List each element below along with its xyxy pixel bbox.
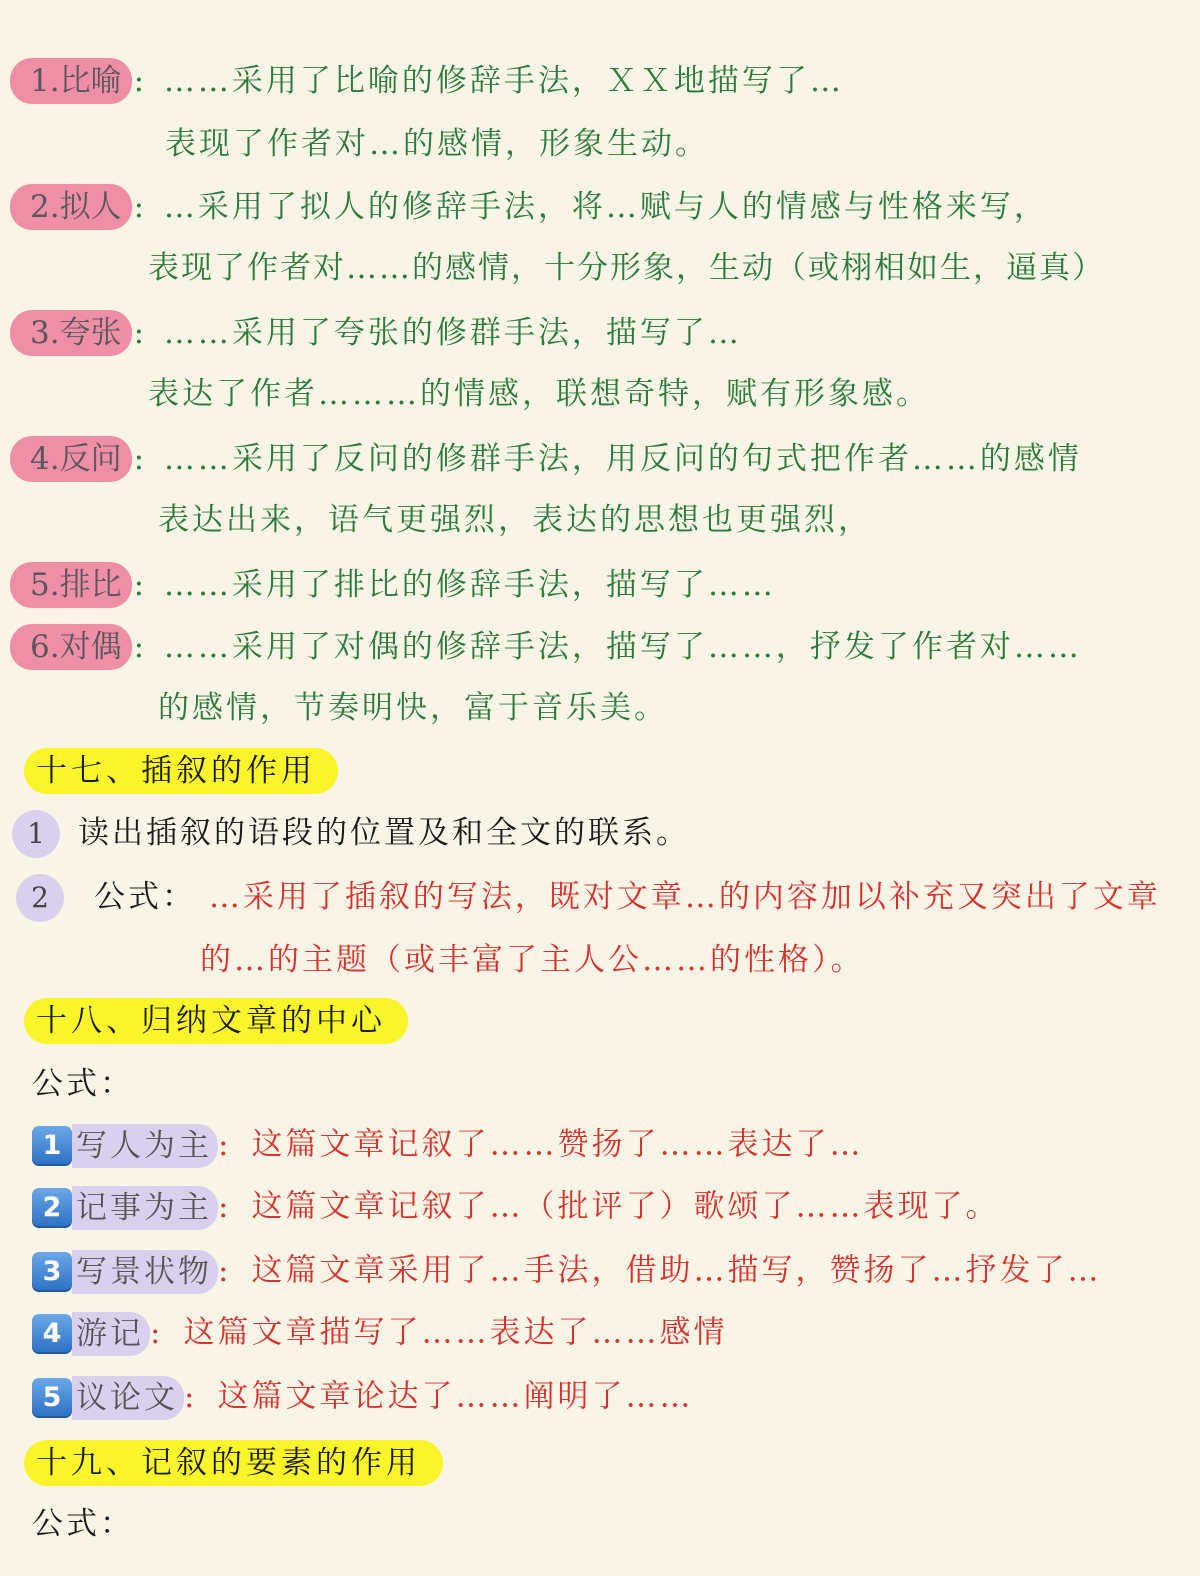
rhetoric-item-5 <box>18 562 776 608</box>
colon: : <box>184 1378 198 1415</box>
category-label: 议论文 <box>72 1376 184 1420</box>
section-heading <box>24 748 338 794</box>
rhetoric-item-6 <box>18 624 1082 670</box>
formula-text: 这篇文章记叙了…（批评了）歌颂了……表现了。 <box>251 1188 1000 1225</box>
rhetoric-line: 表现了作者对…的感情，形象生动。 <box>165 126 709 162</box>
list-item <box>32 1186 999 1230</box>
rhetoric-line: ……采用了夸张的修群手法，描写了… <box>163 315 742 351</box>
colon: : <box>218 1252 232 1289</box>
colon: : <box>133 189 148 225</box>
colon: : <box>150 1314 164 1351</box>
rhetoric-line: ……采用了对偶的修辞手法，描写了……，抒发了作者对…… <box>163 629 1082 665</box>
rhetoric-line: 的感情，节奏明快，富于音乐美。 <box>158 690 668 726</box>
keycap-number-icon: 3 <box>32 1252 72 1292</box>
section-19-heading: 十九、记叙的要素的作用 <box>24 1440 443 1486</box>
formula-text: 这篇文章描写了……表达了……感情 <box>183 1314 728 1351</box>
formula-label: 公式： <box>94 879 196 915</box>
number-badge: 1 <box>12 810 60 858</box>
list-item <box>12 810 690 858</box>
rhetoric-label: 3.夸张 <box>10 310 132 356</box>
list-item <box>16 874 1161 922</box>
colon: : <box>133 567 148 603</box>
formula-label: 公式： <box>32 1506 134 1542</box>
list-item <box>32 1376 693 1420</box>
formula-text: 的…的主题（或丰富了主人公……的性格）。 <box>200 942 865 978</box>
section-heading <box>24 1440 443 1486</box>
section-17-heading: 十七、插叙的作用 <box>24 748 338 794</box>
keycap-number-icon: 4 <box>32 1314 72 1354</box>
formula-label: 公式： <box>32 1066 134 1102</box>
category-label: 写景状物 <box>72 1250 218 1294</box>
rhetoric-line: ……采用了排比的修辞手法，描写了…… <box>163 567 776 603</box>
rhetoric-label: 2.拟人 <box>10 184 132 230</box>
rhetoric-line: ……采用了比喻的修辞手法，ＸＸ地描写了… <box>163 63 844 99</box>
list-item <box>32 1312 727 1356</box>
rhetoric-label: 5.排比 <box>10 562 132 608</box>
category-label: 游记 <box>72 1312 150 1356</box>
keycap-number-icon: 5 <box>32 1378 72 1418</box>
rhetoric-line: …采用了拟人的修辞手法，将…赋与人的情感与性格来写， <box>163 189 1048 225</box>
colon: : <box>218 1188 232 1225</box>
rhetoric-line: 表达出来，语气更强烈，表达的思想也更强烈， <box>158 502 872 538</box>
formula-text: …采用了插叙的写法，既对文章…的内容加以补充又突出了文章 <box>208 879 1161 915</box>
list-item <box>32 1250 1101 1294</box>
section-18-heading: 十八、归纳文章的中心 <box>24 998 408 1044</box>
rhetoric-line: ……采用了反问的修群手法，用反问的句式把作者……的感情 <box>163 441 1082 477</box>
category-label: 写人为主 <box>72 1124 218 1168</box>
section-heading <box>24 998 408 1044</box>
formula-text: 这篇文章记叙了……赞扬了……表达了… <box>251 1126 864 1163</box>
colon: : <box>133 629 148 665</box>
formula-text: 这篇文章采用了…手法，借助…描写，赞扬了…抒发了… <box>251 1252 1102 1289</box>
rhetoric-item-4 <box>18 436 1082 482</box>
colon: : <box>133 63 148 99</box>
colon: : <box>218 1126 232 1163</box>
colon: : <box>133 315 148 351</box>
number-badge: 2 <box>16 874 64 922</box>
list-item <box>32 1124 863 1168</box>
rhetoric-item-3 <box>18 310 742 356</box>
rhetoric-line: 表现了作者对……的感情，十分形象，生动（或栩相如生，逼真） <box>148 250 1105 286</box>
category-label: 记事为主 <box>72 1186 218 1230</box>
keycap-number-icon: 1 <box>32 1126 72 1166</box>
rhetoric-item-1 <box>18 58 844 104</box>
keycap-number-icon: 2 <box>32 1188 72 1228</box>
rhetoric-label: 6.对偶 <box>10 624 132 670</box>
colon: : <box>133 441 148 477</box>
rhetoric-item-2 <box>18 184 1048 230</box>
rhetoric-label: 1.比喻 <box>10 58 132 104</box>
rhetoric-label: 4.反问 <box>10 436 132 482</box>
rhetoric-line: 表达了作者………的情感，联想奇特，赋有形象感。 <box>148 376 930 412</box>
list-item-text: 读出插叙的语段的位置及和全文的联系。 <box>78 815 690 851</box>
formula-text: 这篇文章论达了……阐明了…… <box>217 1378 694 1415</box>
